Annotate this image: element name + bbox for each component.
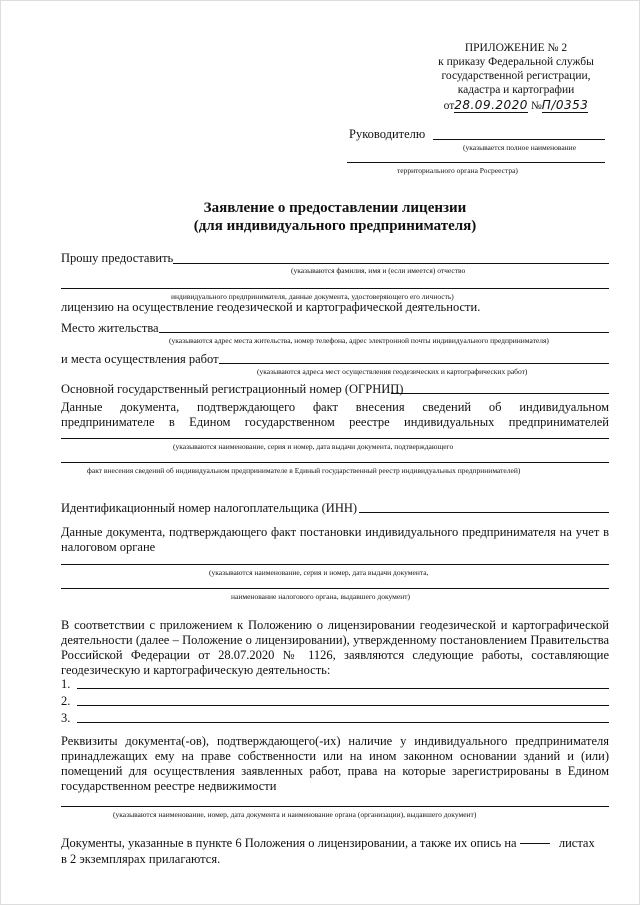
work-places-label: и места осуществления работ xyxy=(61,352,219,366)
recipient-field-2[interactable] xyxy=(347,162,605,163)
egrip-document-field-2[interactable] xyxy=(61,462,609,463)
appendix-header xyxy=(421,41,611,113)
appendix-date-number: от28.09.2020 №П/0353 xyxy=(443,98,589,112)
work-item-field-3[interactable] xyxy=(77,722,609,723)
recipient-hint-2: территориального органа Росреестра) xyxy=(397,166,518,175)
work-item-number: 3. xyxy=(61,711,71,725)
request-label: Прошу предоставить xyxy=(61,251,174,265)
appendix-order-line: кадастра и картографии xyxy=(457,84,575,96)
license-text: лицензию на осуществление геодезической и картографической деятельности. xyxy=(61,300,481,314)
attached-documents-line-1: Документы, указанные в пункте 6 Положения о лицензировании, а также их опись на листах xyxy=(61,836,595,850)
handwritten-date: 28.09.2020 xyxy=(454,98,528,112)
work-item-field-1[interactable] xyxy=(77,688,609,689)
work-places-field[interactable] xyxy=(219,363,609,364)
recipient-hint: (указывается полное наименование xyxy=(463,143,577,152)
tax-document-field-2[interactable] xyxy=(61,588,609,589)
inn-field[interactable] xyxy=(359,512,609,513)
egrip-text-line-1: Данные документа, подтверждающего факт внесения сведений об индивидуальном xyxy=(61,400,609,414)
tax-hint-2: наименование налогового органа, выдавшего документ) xyxy=(231,592,410,601)
applicant-document-hint: индивидуального предпринимателя, данные документа, удостоверяющего его личность) xyxy=(171,292,454,301)
tax-registration-text: Данные документа, подтверждающего факт постановки индивидуального предпринимателя на учет в налоговом органе xyxy=(61,525,609,554)
egrip-hint-1: (указываются наименование, серия и номер, дата выдачи документа, подтверждающего xyxy=(173,442,454,451)
egrip-document-field[interactable] xyxy=(61,438,609,439)
appendix-order-line: к приказу Федеральной службы xyxy=(438,56,594,68)
tax-document-field[interactable] xyxy=(61,564,609,565)
work-item-field-2[interactable] xyxy=(77,705,609,706)
inn-label: Идентификационный номер налогоплательщика (ИНН) xyxy=(61,501,358,515)
appendix-order-line: государственной регистрации, xyxy=(441,70,591,82)
work-item-number: 1. xyxy=(61,677,71,691)
residence-hint: (указываются адрес места жительства, номер телефона, адрес электронной почты индивидуального предпринимателя) xyxy=(169,336,549,345)
form-title: Заявление о предоставлении лицензии (для индивидуального предпринимателя) xyxy=(193,200,477,234)
appendix-title: ПРИЛОЖЕНИЕ № 2 xyxy=(464,42,568,54)
tax-hint-1: (указываются наименование, серия и номер, дата выдачи документа, xyxy=(209,568,429,577)
egrip-hint-2: факт внесения сведений об индивидуальном предпринимателе в Единый государственный реестр индивидуальных предпринимателей) xyxy=(87,466,521,475)
applicant-name-field[interactable] xyxy=(173,263,609,264)
handwritten-number: П/0353 xyxy=(541,98,589,112)
ogrnip-label: Основной государственный регистрационный номер (ОГРНИП) xyxy=(61,382,404,396)
works-paragraph: В соответствии с приложением к Положению о лицензировании геодезической и картографической деятельности (далее – Положение о лицензировании), утвержденному постановлением Правительства Российской Федерации от 28.07.2020 № 1126, заявляются следующие работы, составляющие геодезическую и картографическую деятельность: xyxy=(61,618,609,677)
applicant-name-hint: (указываются фамилия, имя и (если имеется) отчество xyxy=(291,266,466,275)
sheets-count-field[interactable] xyxy=(520,843,550,844)
recipient-label: Руководителю xyxy=(349,127,426,141)
egrip-text-line-2: предпринимателе в Едином государственном реестре индивидуальных предпринимателей xyxy=(61,415,609,429)
property-rights-hint: (указываются наименование, номер, дата документа и наименование органа (организации), выдавшего документ) xyxy=(113,810,477,819)
property-rights-paragraph: Реквизиты документа(-ов), подтверждающего(-их) наличие у индивидуального предпринимателя принадлежащих ему на праве собственности или на ином законном основании зданий и (или) помещений для осуществления заявленных работ, права на которые зарегистрированы в Едином государственном реестре недвижимости xyxy=(61,734,609,793)
property-rights-field[interactable] xyxy=(61,806,609,807)
ogrnip-field[interactable] xyxy=(391,393,609,394)
work-item-number: 2. xyxy=(61,694,71,708)
recipient-field[interactable] xyxy=(433,139,605,140)
attached-documents-line-2: в 2 экземплярах прилагаются. xyxy=(61,852,221,866)
residence-label: Место жительства xyxy=(61,321,159,335)
work-places-hint: (указываются адреса мест осуществления геодезических и картографических работ) xyxy=(257,367,528,376)
applicant-document-field[interactable] xyxy=(61,288,609,289)
residence-field[interactable] xyxy=(159,332,609,333)
